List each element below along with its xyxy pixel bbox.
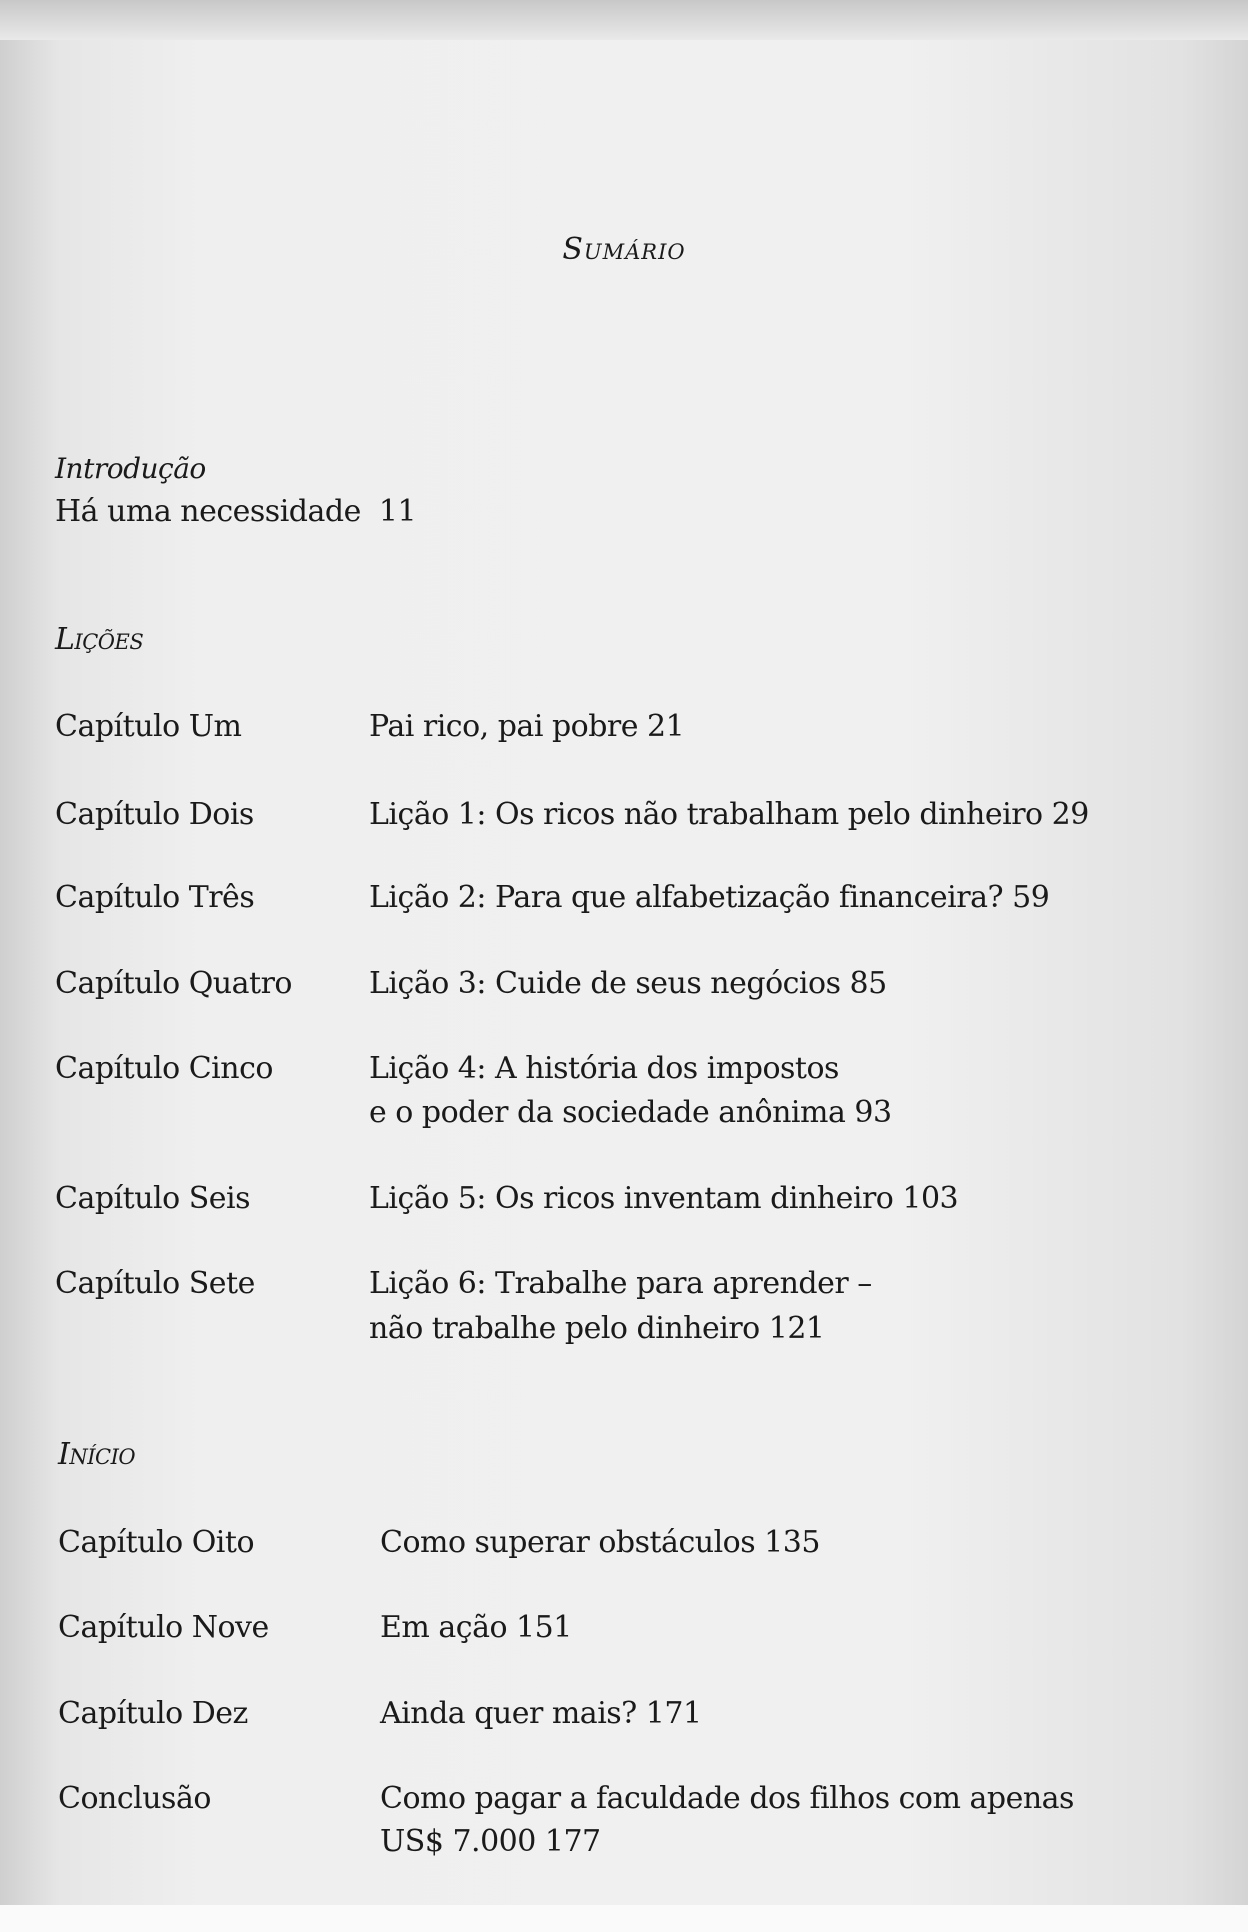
chapter-title: Como pagar a faculdade dos filhos com apenas [380, 1781, 1074, 1816]
section-licoes: Lições [55, 622, 144, 657]
chapter-title: Lição 2: Para que alfabetização financeira? 59 [369, 880, 1050, 915]
entry-title: Há uma necessidade [55, 494, 361, 529]
chapter-label: Capítulo Três [55, 880, 255, 915]
chapter-title-cont: US$ 7.000 177 [380, 1824, 601, 1859]
chapter-label: Conclusão [58, 1781, 211, 1816]
chapter-title: Ainda quer mais? 171 [380, 1696, 702, 1731]
section-inicio: Início [58, 1437, 136, 1472]
page-title: Sumário [562, 232, 686, 267]
scan-shadow [0, 0, 1248, 40]
chapter-label: Capítulo Quatro [55, 966, 292, 1001]
section-introduction: Introdução [55, 452, 206, 485]
toc-entry-introduction [55, 494, 416, 529]
chapter-title: Em ação 151 [380, 1610, 572, 1645]
chapter-label: Capítulo Dois [55, 797, 254, 832]
chapter-title: Como superar obstáculos 135 [380, 1525, 820, 1560]
scan-margin [0, 1905, 1248, 1932]
chapter-title: Lição 3: Cuide de seus negócios 85 [369, 966, 887, 1001]
entry-page: 11 [378, 494, 417, 529]
chapter-label: Capítulo Dez [58, 1696, 248, 1731]
chapter-label: Capítulo Sete [55, 1266, 255, 1301]
chapter-label: Capítulo Seis [55, 1181, 251, 1216]
chapter-title-cont: não trabalhe pelo dinheiro 121 [369, 1311, 825, 1346]
chapter-title: Lição 5: Os ricos inventam dinheiro 103 [369, 1181, 959, 1216]
chapter-title: Lição 1: Os ricos não trabalham pelo dinheiro 29 [369, 797, 1089, 832]
chapter-title: Pai rico, pai pobre 21 [369, 709, 685, 744]
chapter-label: Capítulo Cinco [55, 1051, 273, 1086]
chapter-label: Capítulo Oito [58, 1525, 255, 1560]
chapter-title-cont: e o poder da sociedade anônima 93 [369, 1095, 892, 1130]
chapter-label: Capítulo Um [55, 709, 242, 744]
chapter-title: Lição 4: A história dos impostos [369, 1051, 839, 1086]
chapter-title: Lição 6: Trabalhe para aprender – [369, 1266, 872, 1301]
chapter-label: Capítulo Nove [58, 1610, 269, 1645]
